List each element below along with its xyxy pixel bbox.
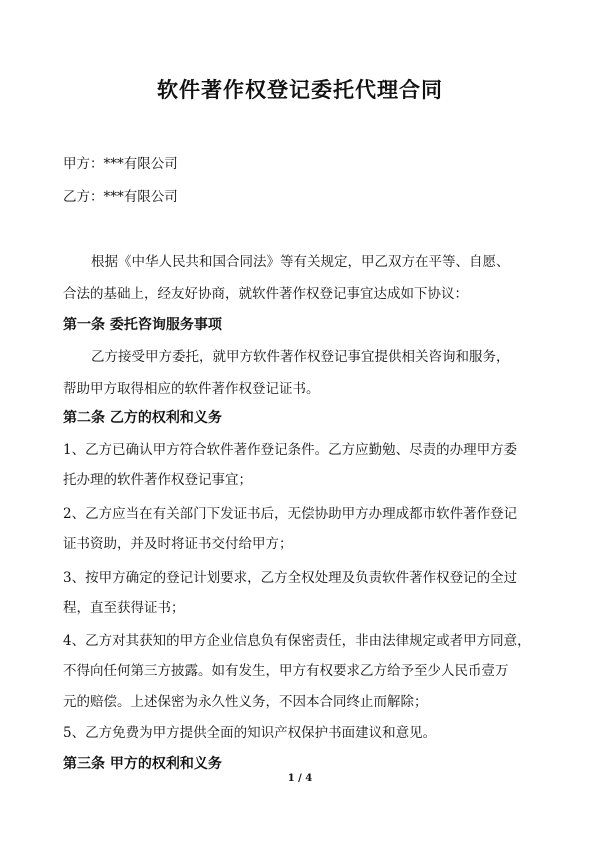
article-2-item-4-line-3: 元的赔偿。上述保密为永久性义务，不因本合同终止而解除； [63,694,428,710]
article-2-item-1-line-2: 托办理的软件著作权登记事宜； [63,472,252,488]
article-2-item-3-line-1: 3、按甲方确定的登记计划要求，乙方全权处理及负责软件著作权登记的全过 [63,570,518,586]
article-2-item-2-line-2: 证书资助，并及时将证书交付给甲方； [63,536,293,552]
page-number: 1 / 4 [287,773,313,784]
article-2-item-4-line-2: 不得向任何第三方披露。如有发生，甲方有权要求乙方给予至少人民币壹万 [63,663,509,679]
document-title: 软件著作权登记委托代理合同 [157,77,443,102]
article-2-item-1-line-1: 1、乙方已确认甲方符合软件著作登记条件。乙方应勤勉、尽责的办理甲方委 [63,442,518,458]
article-3-heading: 第三条 甲方的权利和义务 [63,756,222,772]
article-1-heading: 第一条 委托咨询服务事项 [63,317,222,333]
preamble-line-2: 合法的基础上，经友好协商，就软件著作权登记事宜达成如下协议： [63,286,468,302]
article-1-line-2: 帮助甲方取得相应的软件著作权登记证书。 [63,381,320,397]
party-a: 甲方：***有限公司 [63,156,178,172]
article-2-item-2-line-1: 2、乙方应当在有关部门下发证书后，无偿协助甲方办理成都市软件著作登记 [63,506,518,522]
article-2-item-3-line-2: 程，直至获得证书； [63,600,185,616]
article-2-item-4-line-1: 4、乙方对其获知的甲方企业信息负有保密责任，非由法律规定或者甲方同意， [63,633,531,649]
article-2-heading: 第二条 乙方的权利和义务 [63,410,222,426]
article-1-line-1: 乙方接受甲方委托，就甲方软件著作权登记事宜提供相关咨询和服务， [91,349,510,365]
article-2-item-5-line-1: 5、乙方免费为甲方提供全面的知识产权保护书面建议和意见。 [63,725,437,741]
preamble-line-1: 根据《中华人民共和国合同法》等有关规定，甲乙双方在平等、自愿、 [91,254,510,270]
party-b: 乙方：***有限公司 [63,189,178,205]
